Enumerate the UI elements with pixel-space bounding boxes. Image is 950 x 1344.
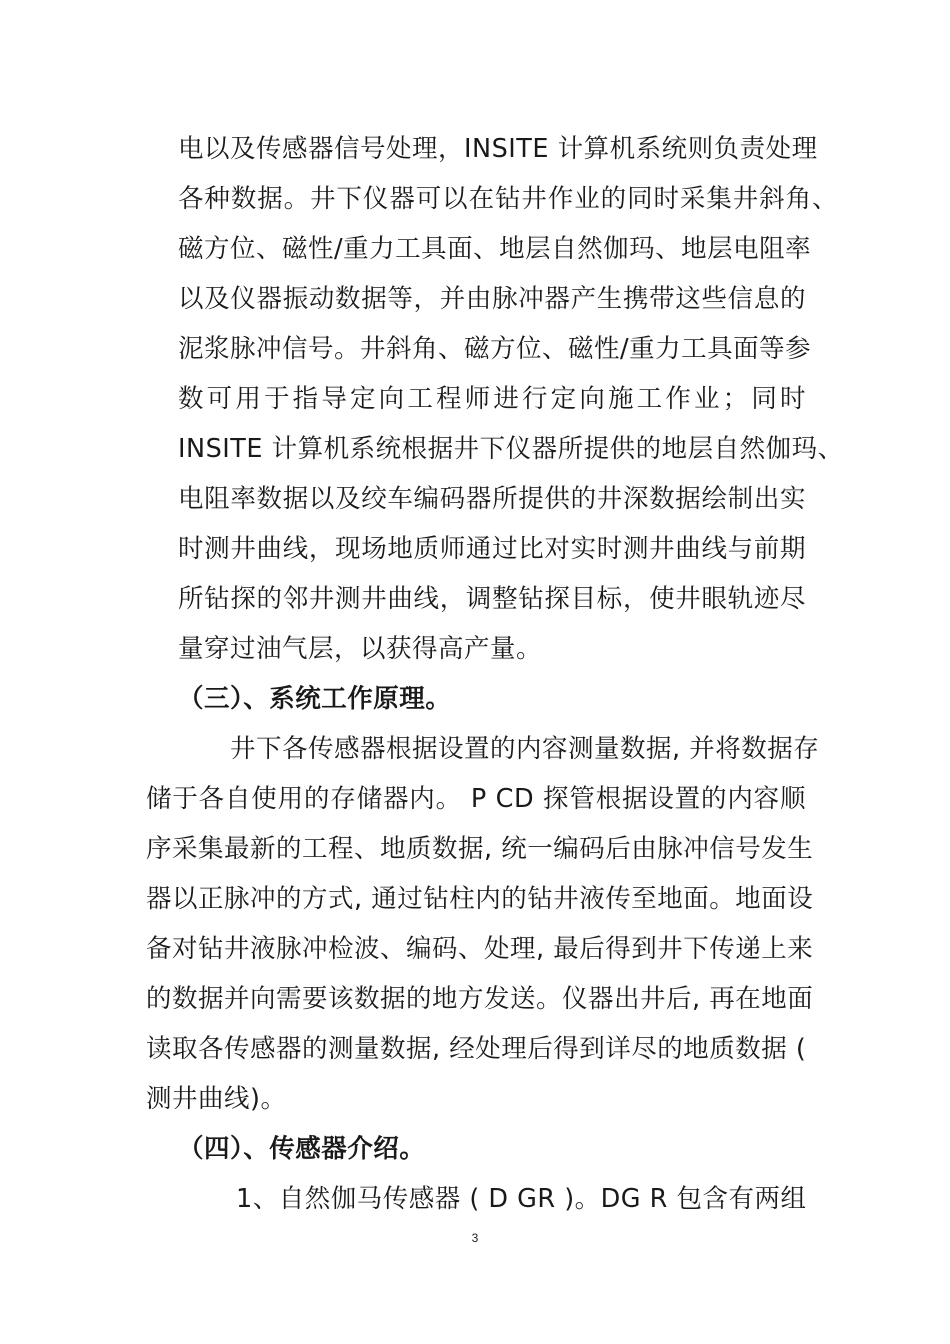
section3-line-7: 读取各传感器的测量数据, 经处理后得到详尽的地质数据 ( [146, 1034, 807, 1064]
page-number: 3 [471, 1231, 479, 1245]
paragraph1-line-5: 泥浆脉冲信号。井斜角、磁方位、磁性/重力工具面等参 [178, 334, 812, 364]
section3-line-3: 序采集最新的工程、地质数据, 统一编码后由脉冲信号发生 [146, 834, 814, 864]
section3-line-2: 储于各自使用的存储器内。 P CD 探管根据设置的内容顺 [146, 784, 806, 814]
paragraph1-line-1: 电以及传感器信号处理，INSITE 计算机系统则负责处理 [178, 134, 818, 164]
paragraph1-line-3: 磁方位、磁性/重力工具面、地层自然伽玛、地层电阻率 [178, 234, 812, 264]
paragraph1-line-7: INSITE 计算机系统根据井下仪器所提供的地层自然伽玛、 [178, 434, 844, 464]
paragraph1-line-2: 各种数据。井下仪器可以在钻井作业的同时采集井斜角、 [178, 184, 838, 214]
section3-line-6: 的数据并向需要该数据的地方发送。仪器出井后, 再在地面 [146, 984, 814, 1014]
paragraph1-line-9: 时测井曲线，现场地质师通过比对实时测井曲线与前期 [178, 534, 806, 564]
paragraph1-line-10: 所钻探的邻井测井曲线，调整钻探目标，使井眼轨迹尽 [178, 584, 806, 614]
paragraph1-line-4: 以及仪器振动数据等，并由脉冲器产生携带这些信息的 [178, 284, 806, 314]
section3-line-5: 备对钻井液脉冲检波、编码、处理, 最后得到井下传递上来 [146, 934, 814, 964]
paragraph1-line-8: 电阻率数据以及绞车编码器所提供的井深数据绘制出实 [178, 484, 806, 514]
section4-heading: （四）、传感器介绍。 [178, 1134, 426, 1164]
section3-line-1: 井下各传感器根据设置的内容测量数据, 并将数据存 [230, 734, 820, 764]
section3-line-8: 测井曲线)。 [146, 1084, 287, 1114]
section3-heading: （三）、系统工作原理。 [178, 684, 452, 714]
paragraph1-line-6: 数可用于指导定向工程师进行定向施工作业；同时 [178, 384, 806, 414]
section3-line-4: 器以正脉冲的方式, 通过钻柱内的钻井液传至地面。地面设 [146, 884, 814, 914]
section4-line-1: 1、自然伽马传感器 ( D GR )。DG R 包含有两组 [236, 1184, 807, 1214]
paragraph1-line-11: 量穿过油气层，以获得高产量。 [178, 634, 543, 664]
